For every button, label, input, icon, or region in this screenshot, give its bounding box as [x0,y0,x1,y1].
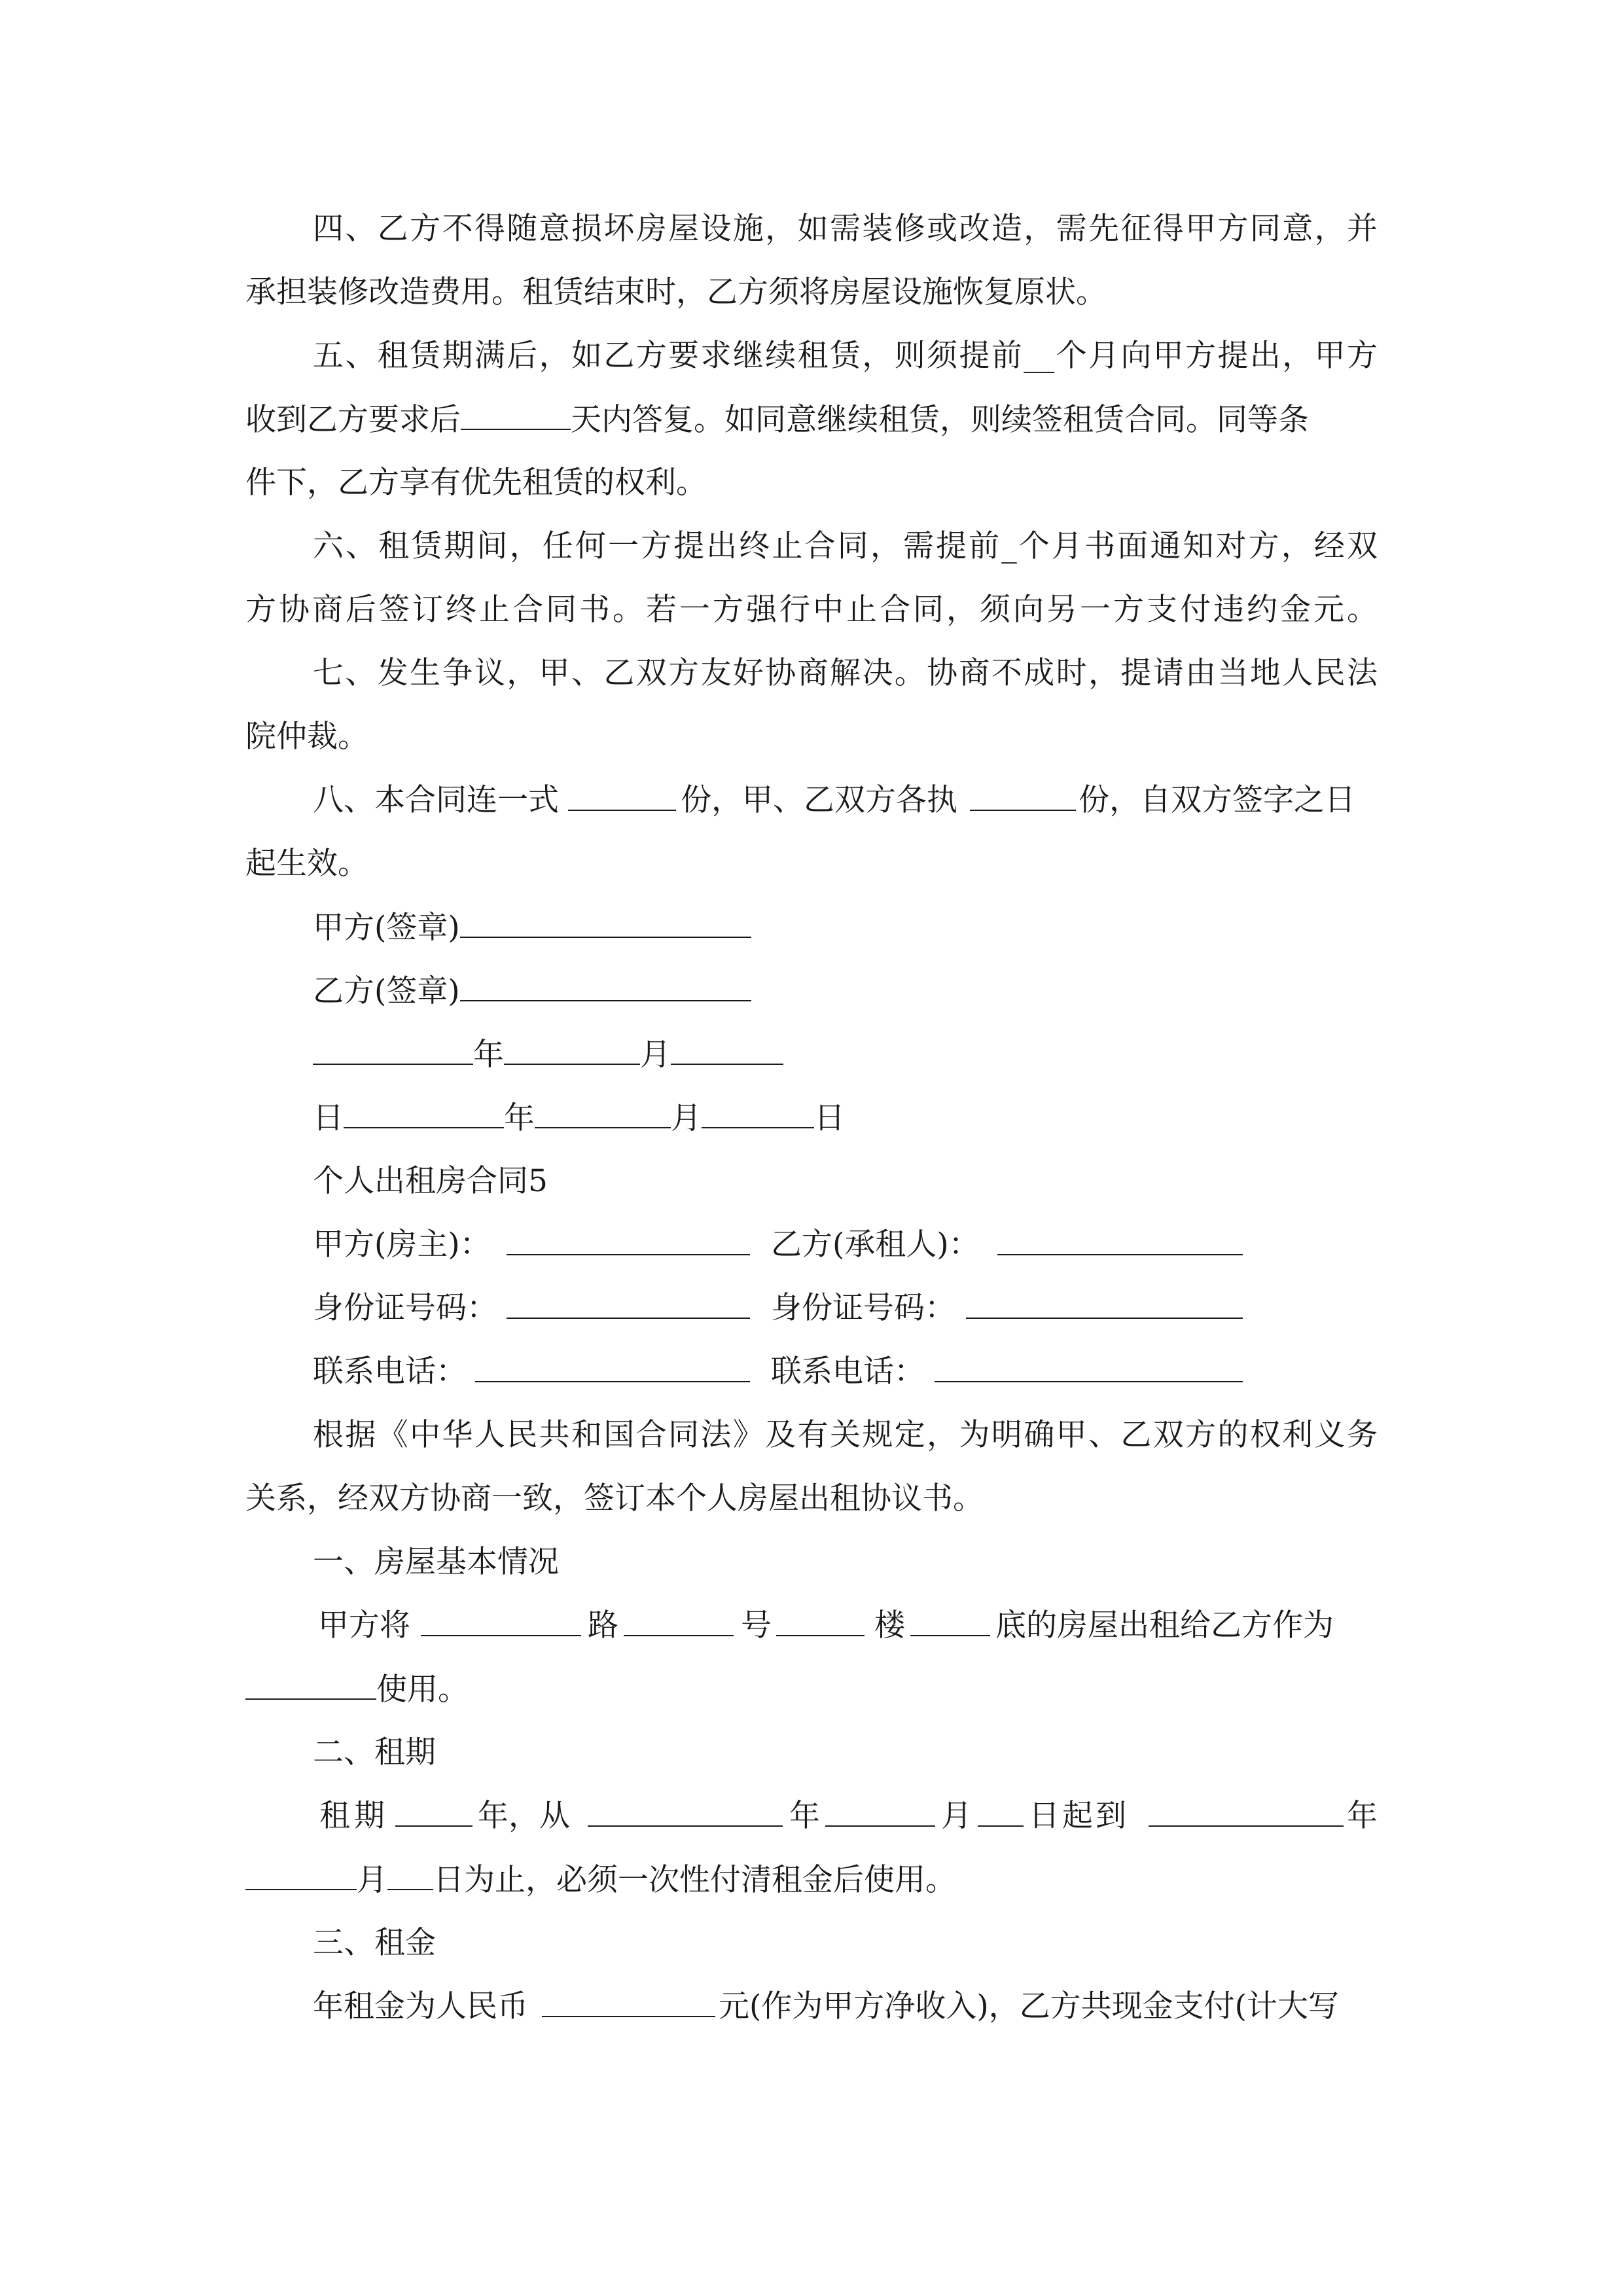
signature-party-a-label: 甲方(签章) [313,910,460,946]
blank-id-b [966,1289,1243,1319]
clause-5-line-2 [245,400,1378,439]
signature-party-b-label: 乙方(签章) [313,973,460,1009]
blank-start-day [978,1797,1024,1827]
section-3-line-1 [313,1987,1378,2026]
clause-8-text-c: 份，自双方签字之日 [1079,782,1355,818]
blank-day-2 [702,1098,814,1128]
clause-8-text-a: 八、本合同连一式 [313,782,559,818]
s1-text-rest: 底的房屋出租给乙方作为 [995,1607,1334,1643]
blank-term-years [395,1797,473,1827]
s2-text-a: 租期 [319,1798,389,1834]
clause-5-line-3: 件下，乙方享有优先租赁的权利。 [245,465,707,501]
clause-8-text-b: 份，甲、乙双方各执 [681,782,957,818]
clause-5-text-b: 天内答复。如同意继续租赁，则续签租赁合同。同等条 [571,402,1309,438]
blank-id-a [507,1289,750,1319]
month-label-1: 月 [640,1037,671,1073]
blank-month-1 [504,1035,640,1065]
s3-text-b: 元(作为甲方净收入)，乙方共现金支付(计大写 [719,1988,1340,2024]
blank-tenant [997,1225,1243,1255]
preamble-line-2: 关系，经双方协商一致，签订本个人房屋出租协议书。 [245,1480,984,1516]
s2-year-label: 年 [789,1798,820,1834]
clause-8-line-1 [313,781,1378,820]
id-row [313,1289,1378,1328]
blank-signature-a [460,908,751,938]
signature-party-b [313,971,1378,1011]
tenant-label: 乙方(承租人)： [771,1227,980,1263]
day-label-2a: 日 [313,1100,344,1136]
clause-5-line-1: 五、租赁期满后，如乙方要求继续租赁，则须提前__个月向甲方提出，甲方 [313,338,1378,374]
id-label-b: 身份证号码： [771,1290,955,1326]
blank-end-day [387,1860,433,1890]
contract-5-title: 个人出租房合同5 [313,1163,548,1199]
signature-date-1 [313,1035,1378,1074]
s2-text-b: 年，从 [478,1798,570,1834]
blank-number [624,1606,734,1636]
clause-6-line-2: 方协商后签订终止合同书。若一方强行中止合同，须向另一方支付违约金元。 [245,592,1378,628]
section-2-title: 二、租期 [313,1734,436,1770]
blank-day-1 [671,1035,783,1065]
blank-phone-a [475,1352,750,1382]
s1-use-label: 使用。 [376,1672,469,1708]
s3-text-a: 年租金为人民币 [313,1988,528,2024]
blank-reply-days [461,400,571,430]
blank-start-year [588,1797,783,1827]
signature-date-2 [313,1098,1378,1138]
section-2-line-2 [245,1860,1378,1899]
clause-4-line-2: 承担装修改造费用。租赁结束时，乙方须将房屋设施恢复原状。 [245,274,1107,310]
phone-label-a: 联系电话： [313,1354,467,1390]
clause-7-line-2: 院仲裁。 [245,719,368,755]
phone-row [313,1352,1378,1391]
section-3-title: 三、租金 [313,1925,436,1961]
month-label-2: 月 [671,1100,702,1136]
s1-number-label: 号 [741,1607,772,1643]
clause-4-line-1: 四、乙方不得随意损坏房屋设施，如需装修或改造，需先征得甲方同意，并 [313,211,1378,247]
year-label-1: 年 [473,1037,504,1073]
blank-building [776,1606,865,1636]
s1-building-label: 楼 [874,1607,905,1643]
blank-phone-b [935,1352,1243,1382]
s2-text-d: 日为止，必须一次性付清租金后使用。 [433,1862,956,1898]
blank-year-1 [313,1035,473,1065]
s2-text-c: 日起到 [1029,1798,1129,1834]
section-1-line-1 [313,1606,1378,1645]
s2-month2-label: 月 [357,1862,387,1898]
clause-7-line-1: 七、发生争议，甲、乙双方友好协商解决。协商不成时，提请由当地人民法 [313,655,1378,691]
section-1-line-2 [245,1670,1378,1709]
clause-8-line-2: 起生效。 [245,846,368,882]
section-2-line-1 [313,1797,1378,1836]
blank-road [421,1606,581,1636]
blank-end-month [245,1860,357,1890]
id-label-a: 身份证号码： [313,1290,497,1326]
parties-row [313,1225,1378,1265]
blank-month-2 [535,1098,671,1128]
blank-start-month [825,1797,935,1827]
blank-copies-total [568,781,676,811]
section-1-title: 一、房屋基本情况 [313,1544,559,1580]
s1-text-a: 甲方将 [318,1607,410,1643]
blank-usage [245,1670,376,1700]
signature-party-a [313,908,1378,947]
clause-5-text-a: 收到乙方要求后 [245,402,461,438]
day-label-2b: 日 [814,1100,845,1136]
blank-landlord [507,1225,750,1255]
landlord-label: 甲方(房主)： [313,1227,491,1263]
blank-annual-rent [542,1987,715,2017]
s2-year2-label: 年 [1347,1798,1378,1834]
blank-signature-b [460,971,751,1001]
blank-year-2 [344,1098,504,1128]
s1-road-label: 路 [588,1607,618,1643]
blank-floor [910,1606,990,1636]
clause-6-line-1: 六、租赁期间，任何一方提出终止合同，需提前_个月书面通知对方，经双 [313,528,1378,564]
blank-end-year [1149,1797,1344,1827]
phone-label-b: 联系电话： [771,1354,925,1390]
preamble-line-1: 根据《中华人民共和国合同法》及有关规定，为明确甲、乙双方的权利义务 [313,1417,1378,1453]
blank-copies-each [970,781,1076,811]
s2-month-label: 月 [941,1798,972,1834]
year-label-2: 年 [504,1100,535,1136]
